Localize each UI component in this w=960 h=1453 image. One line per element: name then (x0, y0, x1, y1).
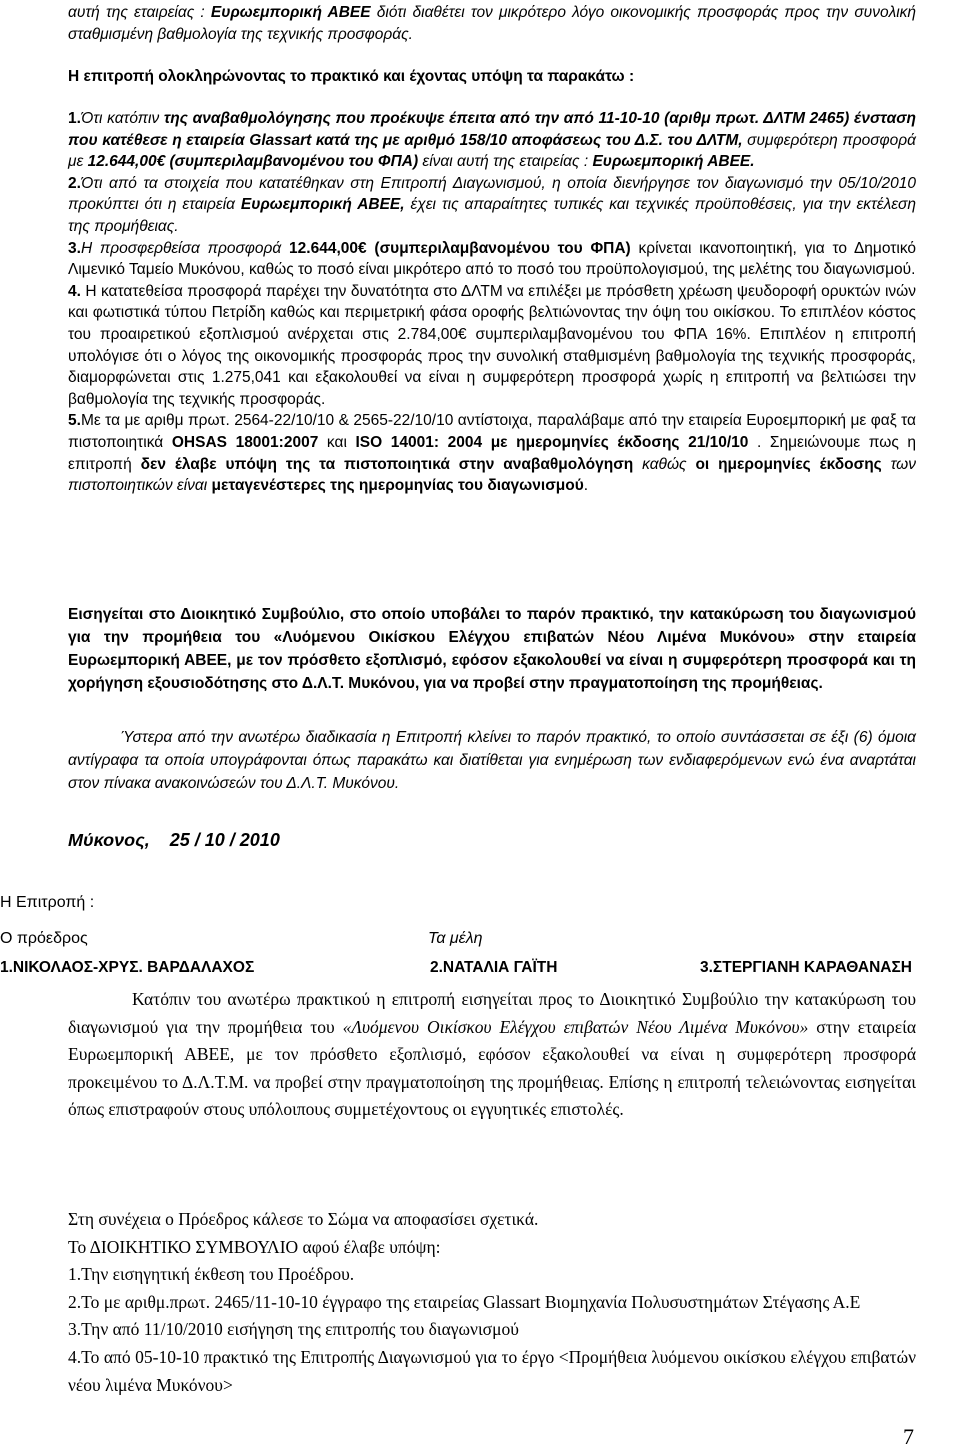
text: των πιστοποιητικών είναι (68, 455, 916, 495)
place: Μύκονος, (68, 830, 150, 850)
finding-3 (68, 238, 916, 281)
text: της αναβαθμολόγησης που προέκυψε έπειτα από την από 11-10-10 (αριθμ πρωτ. ΔΛΤΜ 2465) ένσταση που κατέθεσε η εταιρεία Glassart κατά της με αριθμό 158/10 αποφάσεως του Δ.Σ. του ΔΛΤΜ, (68, 110, 916, 149)
text: . Σημειώνουμε πως η επιτροπή (68, 433, 917, 473)
findings-list (68, 108, 916, 497)
text: δεν έλαβε υπόψη της τα πιστοποιητικά στην αναβαθμολόγηση (140, 455, 634, 473)
closing-paragraph (68, 726, 916, 795)
num: 4. (68, 282, 81, 300)
company-name: Ευρωεμπορική ΑΒΕΕ. (592, 153, 755, 171)
certificate: OHSAS 18001:2007 (171, 433, 319, 451)
text: Ότι από τα στοιχεία που κατατέθηκαν στη Επιτροπή Διαγωνισμού, η οποία διενήργησε τον διαγωνισμό την 05/10/2010 προκύπτει ότι η εταιρεία (68, 174, 916, 214)
text: Κατόπιν του ανωτέρω πρακτικού η επιτροπή εισηγείται προς το Διοικητικό Συμβούλιο την κατακύρωση του διαγωνισμού για την προμήθεια του (68, 989, 916, 1037)
num: 3. (68, 239, 81, 257)
intro-line (68, 66, 916, 88)
board-line: 4.Το από 05-10-10 πρακτικό της Επιτροπής Διαγωνισμού για το έργο <Προμήθεια λυόμενου οικίσκου ελέγχου επιβατών νέου λιμένα Μυκόνου> (68, 1346, 916, 1395)
member-2 (430, 959, 557, 977)
text: . (583, 477, 589, 495)
member-3 (700, 959, 912, 977)
company-name: Ευρωεμπορική ΑΒΕΕ, (240, 196, 405, 214)
finding-2 (68, 173, 916, 238)
board-line: 1.Την εισηγητική έκθεση του Προέδρου. (68, 1264, 355, 1285)
text: αυτή της εταιρείας : (68, 4, 211, 21)
board-line: 2.Το με αριθμ.πρωτ. 2465/11-10-10 έγγραφο της εταιρείας Glassart Βιομηχανία Πολυσυστημάτων Στέγασης Α.Ε (68, 1291, 861, 1312)
members-label (428, 930, 482, 948)
board-decision-list (68, 1206, 916, 1399)
chair-text: Ο πρόεδρος (0, 930, 88, 947)
project-title: «Λυόμενου Οικίσκου Ελέγχου επιβατών Νέου Λιμένα Μυκόνου» (342, 1016, 809, 1037)
text: διότι διαθέτει τον μικρότερο λόγο οικονομικής προσφοράς προς την συνολική σταθμισμένη βαθμολογία της τεχνικής προσφοράς. (68, 4, 916, 43)
committee-heading (0, 894, 94, 912)
board-line: Το ΔΙΟΙΚΗΤΙΚΟ ΣΥΜΒΟΥΛΙΟ αφού έλαβε υπόψη: (68, 1236, 441, 1257)
text: Ότι κατόπιν (80, 110, 164, 127)
text: κρίνεται ικανοποιητική, για το Δημοτικό Λιμενικό Ταμείο Μυκόνου, καθώς το ποσό είναι μικρότερο από το ποσό του προϋπολογισμού, της μελέτης του διαγωνισμού. (68, 239, 917, 279)
text: Η προσφερθείσα προσφορά (80, 239, 290, 257)
text: έχει τις απαραίτητες τυπικές και τεχνικές προϋποθέσεις, για την εκτέλεση της προμήθειας. (68, 196, 917, 235)
chair-label (0, 930, 88, 948)
text: στην εταιρεία Ευρωεμπορική ΑΒΕΕ, με τον πρόσθετο εξοπλισμό, εφόσον εξακολουθεί να είναι η συμφερότερη προσφορά προκειμένου το Δ.Λ.Τ.Μ. να προβεί στην πραγματοποίηση της προμήθειας. Επίσης η επιτροπή τελειώνοντας εισηγείται όπως επιστραφούν στους υπόλοιπους συμμετέχοντους οι εγγυητικές επιστολές. (68, 1016, 916, 1120)
member-name: 1.ΝΙΚΟΛΑΟΣ-ΧΡΥΣ. ΒΑΡΔΑΛΑΧΟΣ (0, 959, 255, 976)
member-name: 3.ΣΤΕΡΓΙΑΝΗ ΚΑΡΑΘΑΝΑΣΗ (700, 959, 912, 976)
board-line: 3.Την από 11/10/2010 εισήγηση της επιτροπής του διαγωνισμού (68, 1319, 519, 1340)
amount: 12.644,00€ (συμπεριλαμβανομένου του ΦΠΑ) (289, 239, 631, 257)
text: είναι αυτή της εταιρείας : (418, 153, 593, 171)
decision-intro-paragraph (68, 986, 916, 1124)
place-date (68, 830, 280, 851)
intro-text: Η επιτροπή ολοκληρώνοντας το πρακτικό και έχοντας υπόψη τα παρακάτω : (68, 68, 635, 85)
text: συμφερότερη προσφορά με (68, 131, 917, 171)
recommendation-paragraph (68, 603, 916, 695)
member-1 (0, 959, 254, 977)
text: Η κατατεθείσα προσφορά παρέχει την δυνατότητα στο ΔΛΤΜ να επιλέξει με πρόσθετη χρέωση ψευδοροφή ορυκτών ινών και φωτιστικά τύπου Πετρίδη καθώς και περιμετρική φάσα οροφής βελτιώνοντας την όψη του οικίσκου. Το επιπλέον κόστος του προαιρετικού εξοπλισμού ανέρχεται στις 2.784,00€ συμπεριλαμβανομένου του ΦΠΑ 16%. Επιπλέον η επιτροπή υπολόγισε ότι ο λόγος της οικονομικής προσφοράς προς την συνολική σταθμισμένη βαθμολογία της τεχνικής προσφοράς, διαμορφώνεται στις 1.275,041 και εξακολουθεί να είναι η συμφερότερη προσφορά χωρίς η επιτροπή να βελτιώσει την βαθμολογία της τεχνικής προσφοράς. (68, 282, 916, 408)
text: και (318, 433, 356, 451)
text: οι ημερομηνίες έκδοσης (695, 455, 882, 473)
finding-5 (68, 410, 916, 496)
finding-1 (68, 108, 916, 173)
num: 1. (68, 110, 81, 127)
board-line: Στη συνέχεια ο Πρόεδρος κάλεσε το Σώμα να αποφασίσει σχετικά. (68, 1209, 539, 1229)
amount: 12.644,00€ (συμπεριλαμβανομένου του ΦΠΑ) (87, 153, 419, 171)
num: 2. (68, 174, 81, 192)
closing-text: Ύστερα από την ανωτέρω διαδικασία η Επιτροπή κλείνει το παρόν πρακτικό, το οποίο συντάσσεται σε έξι (6) όμοια αντίγραφα τα οποία υπογράφονται όπως παρακάτω και διατίθεται για ενημέρωση των ενδιαφερόμενων ενώ ένα αναρτάται στον πίνακα ανακοινώσεών του Δ.Λ.Τ. Μυκόνου. (68, 729, 916, 792)
member-name: 2.ΝΑΤΑΛΙΑ ΓΑΪΤΗ (430, 959, 558, 976)
text: μεταγενέστερες της ημερομηνίας του διαγωνισμού (211, 477, 584, 495)
date: 25 / 10 / 2010 (169, 830, 280, 850)
page-number: 7 (903, 1424, 914, 1449)
committee-text: Η Επιτροπή : (0, 894, 95, 911)
finding-4 (68, 281, 916, 411)
company-name: Ευρωεμπορική ΑΒΕΕ (210, 4, 371, 21)
num: 5. (68, 412, 81, 430)
text: καθώς (633, 455, 696, 473)
certificate: ISO 14001: 2004 με ημερομηνίες έκδοσης 21/10/10 (355, 433, 749, 451)
text: Με τα με αριθμ πρωτ. 2564-22/10/10 & 2565-22/10/10 αντίστοιχα, παραλάβαμε από την εταιρεία Ευροεμπορική με φαξ τα πιστοποιητικά (68, 412, 916, 451)
continuation-paragraph (68, 2, 916, 45)
recommendation-text: Εισηγείται στο Διοικητικό Συμβούλιο, στο οποίο υποβάλει το παρόν πρακτικό, την κατακύρωση του διαγωνισμού για την προμήθεια του «Λυόμενου Οικίσκου Ελέγχου επιβατών Νέου Λιμένα Μυκόνου» στην εταιρεία Ευρωεμπορική ΑΒΕΕ, με τον πρόσθετο εξοπλισμό, εφόσον εξακολουθεί να είναι η συμφερότερη προσφορά και τη χορήγηση εξουσιοδότησης στο Δ.Λ.Τ. Μυκόνου, για να προβεί στην πραγματοποίηση της προμήθειας. (68, 606, 916, 692)
members-text: Τα μέλη (428, 930, 483, 947)
